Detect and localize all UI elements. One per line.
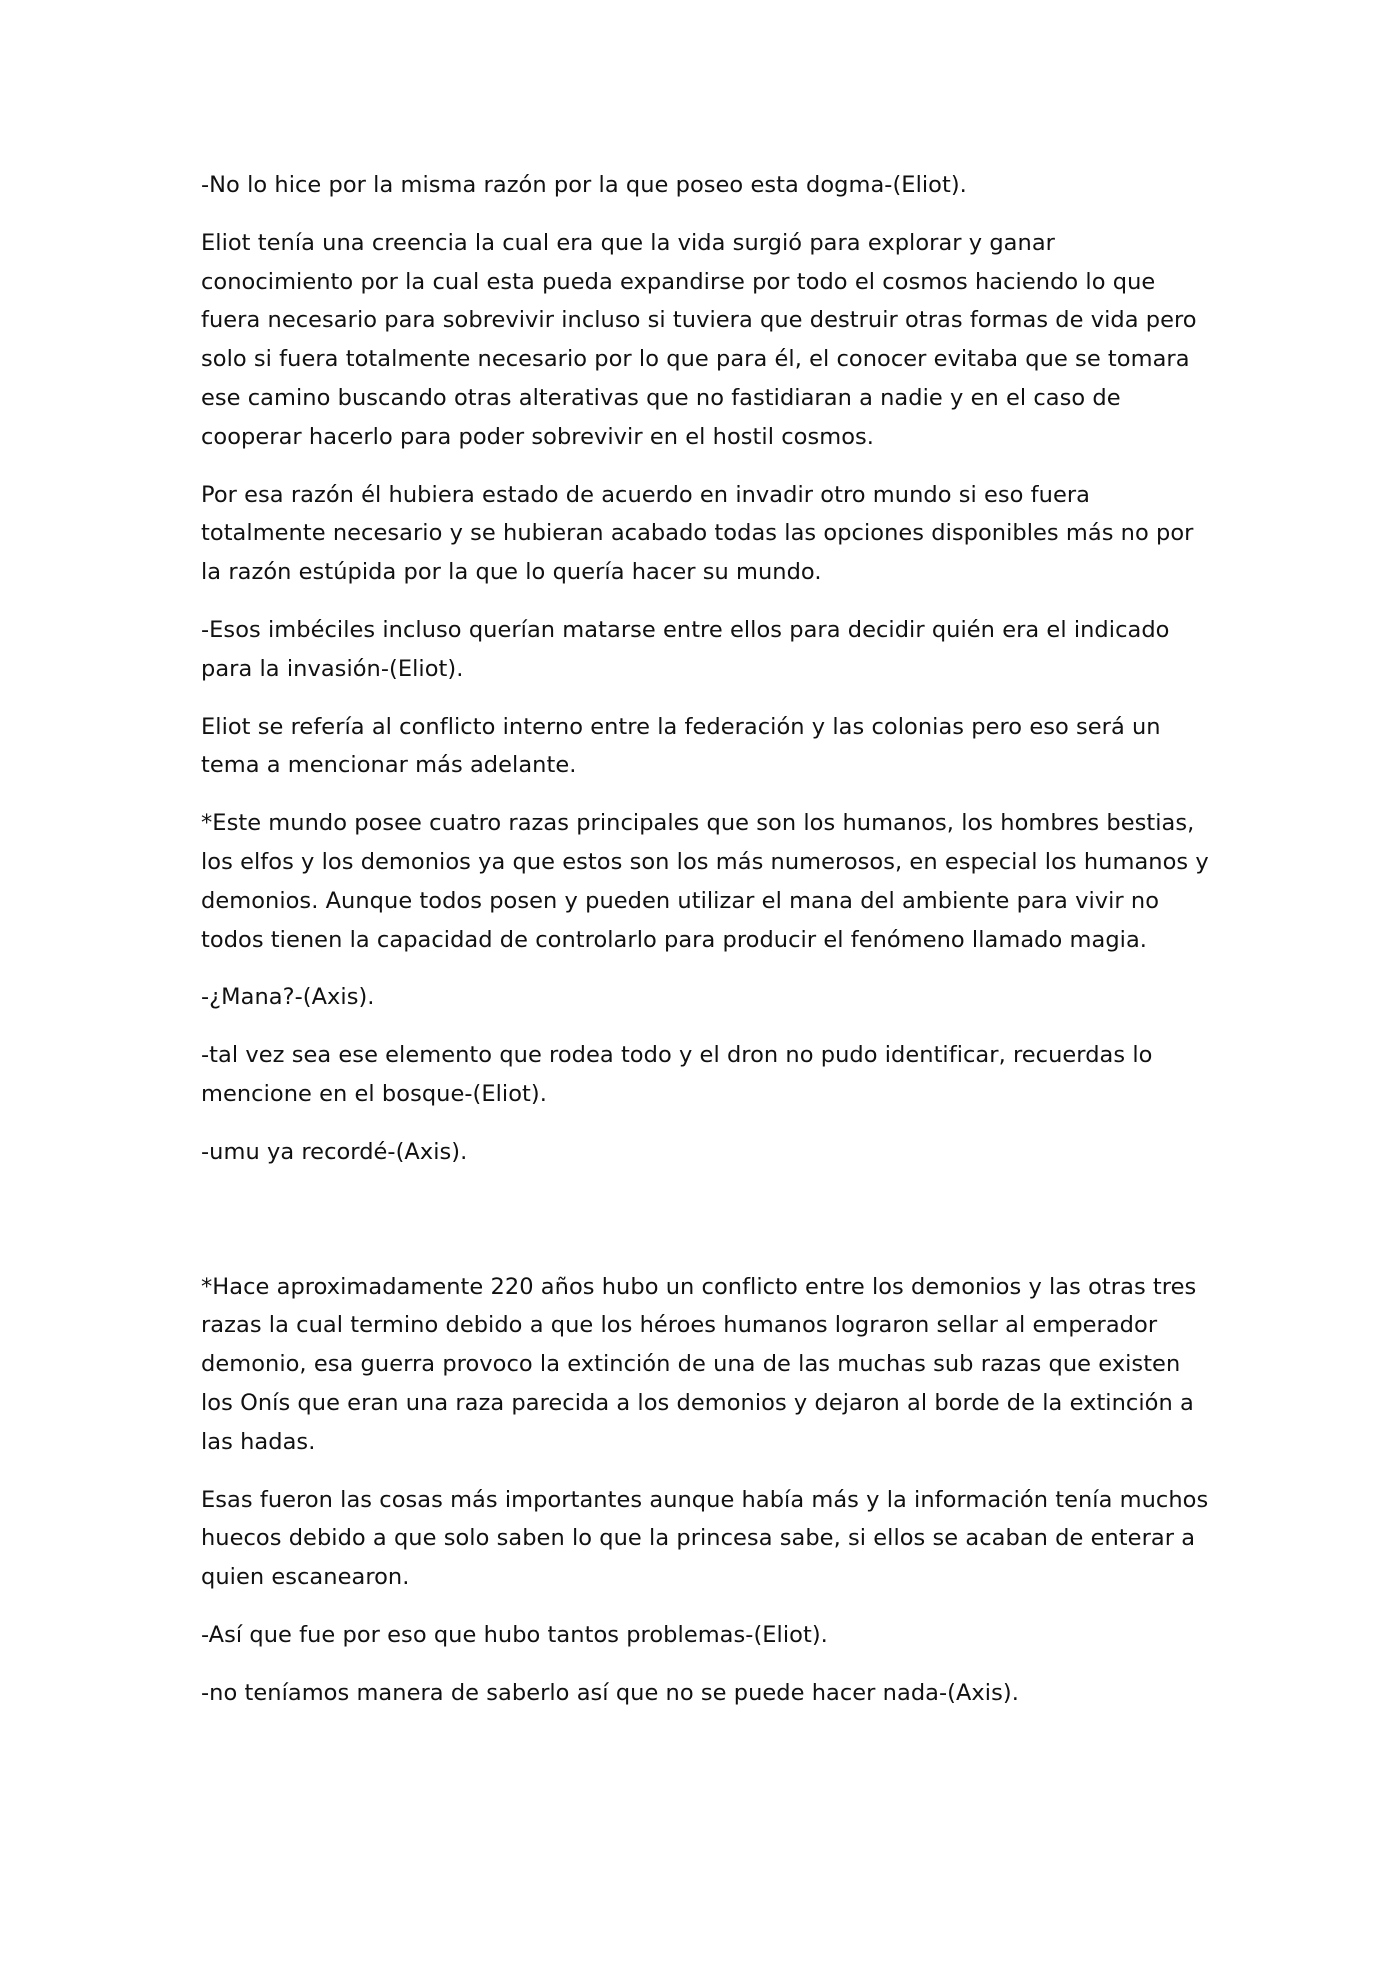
paragraph: *Este mundo posee cuatro razas principales que son los humanos, los hombres bestias, los elfos y los demonios ya que estos son los más numerosos, en especial los humanos y demonios. Aunque todos posen y pueden utilizar el mana del ambiente para vivir no todos tienen la capacidad de controlarlo para producir el fenómeno llamado magia. <box>201 810 1209 953</box>
paragraph: Eliot se refería al conflicto interno entre la federación y las colonias pero eso será un tema a mencionar más adelante. <box>201 713 1161 779</box>
document-text <box>201 166 1211 1732</box>
paragraph: Por esa razón él hubiera estado de acuerdo en invadir otro mundo si eso fuera totalmente necesario y se hubieran acabado todas las opciones disponibles más no por la razón estúpida por la que lo quería hacer su mundo. <box>201 481 1194 586</box>
paragraph: -Esos imbéciles incluso querían matarse entre ellos para decidir quién era el indicado para la invasión-(Eliot). <box>201 616 1170 682</box>
paragraph: -¿Mana?-(Axis). <box>201 984 375 1011</box>
section-spacer <box>201 1191 1211 1268</box>
paragraph: -tal vez sea ese elemento que rodea todo y el dron no pudo identificar, recuerdas lo mencione en el bosque-(Eliot). <box>201 1042 1153 1107</box>
paragraph: Eliot tenía una creencia la cual era que la vida surgió para explorar y ganar conocimiento por la cual esta pueda expandirse por todo el cosmos haciendo lo que fuera necesario para sobrevivir incluso si tuviera que destruir otras formas de vida pero solo si fuera totalmente necesario por lo que para él, el conocer evitaba que se tomara ese camino buscando otras alterativas que no fastidiaran a nadie y en el caso de cooperar hacerlo para poder sobrevivir en el hostil cosmos. <box>201 229 1197 450</box>
paragraph: -Así que fue por eso que hubo tantos problemas-(Eliot). <box>201 1621 828 1648</box>
paragraph: *Hace aproximadamente 220 años hubo un conflicto entre los demonios y las otras tres razas la cual termino debido a que los héroes humanos lograron sellar al emperador demonio, esa guerra provoco la extinción de una de las muchas sub razas que existen los Onís que eran una raza parecida a los demonios y dejaron al borde de la extinción a las hadas. <box>201 1273 1197 1455</box>
paragraph: -No lo hice por la misma razón por la que poseo esta dogma-(Eliot). <box>201 172 967 198</box>
paragraph: Esas fueron las cosas más importantes aunque había más y la información tenía muchos huecos debido a que solo saben lo que la princesa sabe, si ellos se acaban de enterar a quien escanearon. <box>201 1486 1209 1591</box>
paragraph: -no teníamos manera de saberlo así que no se puede hacer nada-(Axis). <box>201 1679 1019 1706</box>
paragraph: -umu ya recordé-(Axis). <box>201 1138 468 1165</box>
